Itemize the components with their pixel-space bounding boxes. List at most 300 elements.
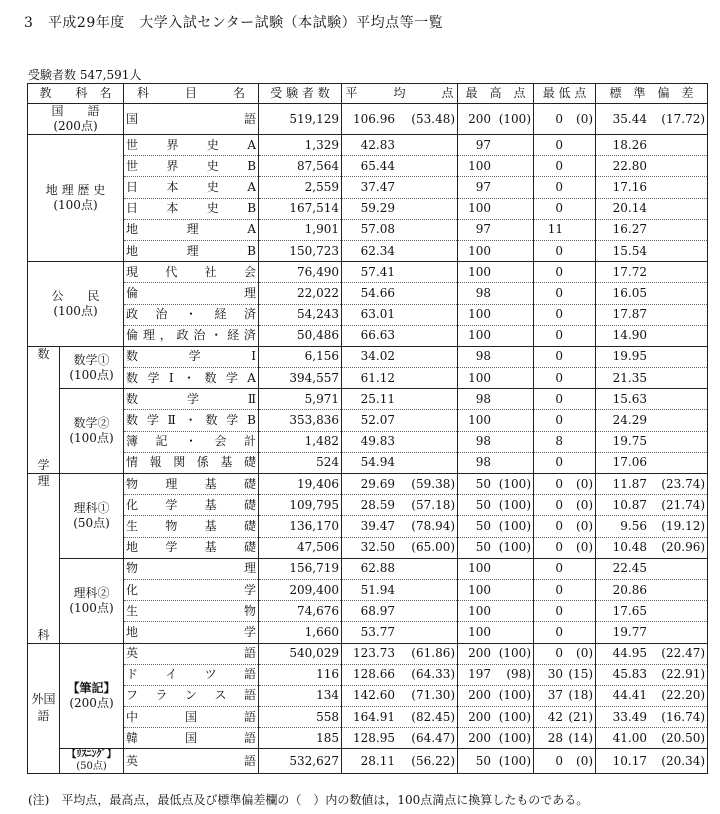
subject-char: 理	[244, 285, 257, 300]
min-cell	[534, 516, 596, 537]
subject-name-text	[126, 623, 256, 642]
average-value: 51.94	[360, 582, 396, 597]
table-row	[28, 516, 708, 537]
sd-converted	[647, 284, 705, 303]
min-converted	[563, 453, 593, 472]
max-cell	[458, 325, 534, 346]
average-value: 62.88	[360, 561, 396, 576]
min-converted	[563, 326, 593, 345]
sd-value: 20.14	[612, 201, 648, 216]
group-cell	[28, 643, 60, 774]
max-converted	[491, 559, 531, 578]
subject-name-text	[126, 729, 256, 748]
header-min: 最 低 点	[534, 84, 596, 104]
max-converted	[491, 136, 531, 155]
group-cell	[28, 474, 60, 644]
min-cell	[534, 368, 596, 389]
table-row	[28, 474, 708, 495]
subject-char: 済	[243, 307, 256, 322]
average-converted: (56.22)	[411, 753, 456, 768]
average-value: 49.83	[360, 434, 396, 449]
subject-name	[124, 749, 259, 774]
max-cell	[458, 410, 534, 431]
max-value: 100	[468, 413, 492, 428]
max-cell	[458, 622, 534, 643]
subject-name-text	[126, 390, 256, 409]
sd-converted: (22.47)	[661, 646, 706, 661]
sd-cell	[596, 325, 708, 346]
average-converted	[395, 581, 455, 600]
average-cell	[342, 495, 458, 516]
table-row	[28, 135, 708, 156]
average-value: 42.83	[360, 137, 396, 152]
average-cell	[342, 558, 458, 579]
min-value: 28	[547, 730, 564, 745]
subject-char: 基	[204, 497, 217, 512]
table-row	[28, 707, 708, 728]
subject-name-text	[126, 411, 256, 430]
sd-converted	[647, 453, 705, 472]
takers-cell: 5,971	[259, 389, 342, 410]
sd-cell	[596, 262, 708, 283]
group-rika1-name: 理科①	[73, 500, 110, 515]
min-converted	[563, 390, 593, 409]
subject-char: フ	[126, 688, 139, 703]
min-cell	[534, 346, 596, 367]
subject-char: 国	[126, 111, 139, 126]
max-value: 100	[468, 624, 492, 639]
subject-char: 学	[165, 497, 178, 512]
table-row	[28, 104, 708, 135]
min-value: 0	[555, 179, 564, 194]
subject-char: 日	[126, 201, 139, 216]
subject-char: 史	[206, 158, 219, 173]
subject-name	[124, 283, 259, 304]
average-converted: (57.18)	[411, 497, 456, 512]
max-value: 50	[475, 497, 492, 512]
takers-cell: 1,660	[259, 622, 342, 643]
max-value: 100	[468, 603, 492, 618]
min-cell	[534, 304, 596, 325]
takers-cell: 2,559	[259, 177, 342, 198]
subject-char: Ⅱ	[167, 413, 176, 428]
max-cell	[458, 219, 534, 240]
subject-name	[124, 728, 259, 749]
subject-name-text	[126, 242, 256, 261]
max-cell	[458, 601, 534, 622]
subject-char: 化	[126, 582, 139, 597]
subject-char: 国	[185, 730, 198, 745]
sd-value: 35.44	[612, 111, 648, 126]
average-converted	[395, 284, 455, 303]
subject-char: 簿	[126, 434, 139, 449]
max-converted: (100)	[498, 111, 532, 126]
max-value: 100	[468, 158, 492, 173]
subject-char: 礎	[244, 476, 257, 491]
subject-name	[124, 452, 259, 473]
subject-char: 本	[166, 179, 179, 194]
subject-char: 語	[243, 730, 256, 745]
min-converted	[563, 432, 593, 451]
sd-cell	[596, 601, 708, 622]
max-cell	[458, 156, 534, 177]
min-converted	[563, 602, 593, 621]
subject-char: 生	[126, 603, 139, 618]
subject-name-text	[126, 602, 256, 621]
subject-name-text	[126, 199, 256, 218]
average-value: 66.63	[360, 328, 396, 343]
group-komin-points: (100点)	[53, 304, 98, 318]
min-converted	[563, 559, 593, 578]
min-value: 0	[555, 264, 564, 279]
group-sugaku1-name: 数学①	[73, 352, 110, 367]
subject-char: 学	[244, 582, 257, 597]
max-cell	[458, 452, 534, 473]
min-cell	[534, 325, 596, 346]
max-value: 200	[468, 730, 492, 745]
takers-cell: 524	[259, 452, 342, 473]
max-cell	[458, 283, 534, 304]
table-row	[28, 537, 708, 558]
max-cell	[458, 304, 534, 325]
table-row	[28, 240, 708, 261]
average-converted	[395, 559, 455, 578]
max-value: 100	[468, 370, 492, 385]
group-cell	[60, 558, 124, 643]
sd-converted	[647, 602, 705, 621]
subject-char: 生	[126, 518, 139, 533]
average-value: 123.73	[353, 646, 396, 661]
subject-char: 理	[142, 328, 155, 343]
min-converted	[563, 157, 593, 176]
subject-name	[124, 389, 259, 410]
subject-name	[124, 664, 259, 685]
average-value: 128.95	[353, 730, 396, 745]
subject-char: A	[247, 370, 256, 385]
min-value: 11	[547, 222, 564, 237]
group-cell	[60, 474, 124, 559]
min-value: 0	[555, 158, 564, 173]
score-table	[27, 83, 708, 774]
subject-name	[124, 177, 259, 198]
min-value: 0	[555, 603, 564, 618]
subject-char: ス	[214, 688, 227, 703]
max-value: 100	[468, 243, 492, 258]
max-converted	[491, 623, 531, 642]
subject-char: 語	[243, 688, 256, 703]
max-cell	[458, 135, 534, 156]
subject-char: ・	[184, 413, 197, 428]
table-row	[28, 389, 708, 410]
average-cell	[342, 410, 458, 431]
subject-name-text	[126, 665, 256, 684]
average-value: 29.69	[360, 476, 396, 491]
group-hikki-points: (200点)	[69, 695, 114, 710]
sd-value: 33.49	[612, 709, 648, 724]
subject-char: 界	[166, 137, 179, 152]
subject-char: ・	[183, 370, 196, 385]
subject-char: 史	[206, 137, 219, 152]
subject-char: 礎	[244, 518, 257, 533]
average-cell	[342, 516, 458, 537]
min-converted: (0)	[576, 753, 594, 768]
takers-cell: 74,676	[259, 601, 342, 622]
max-value: 98	[475, 434, 492, 449]
sd-value: 10.48	[612, 540, 648, 555]
average-converted	[395, 136, 455, 155]
sd-value: 22.45	[612, 561, 648, 576]
sd-value: 19.95	[612, 349, 648, 364]
average-converted	[395, 157, 455, 176]
table-row	[28, 728, 708, 749]
min-cell	[534, 664, 596, 685]
max-value: 100	[468, 201, 492, 216]
subject-char: 現	[126, 264, 139, 279]
max-converted	[491, 284, 531, 303]
subject-name-text	[126, 220, 256, 239]
subject-char: 国	[185, 709, 198, 724]
sd-converted: (19.12)	[661, 518, 706, 533]
group-cell	[28, 104, 124, 135]
subject-name	[124, 707, 259, 728]
subject-char: 中	[126, 709, 139, 724]
min-converted	[563, 347, 593, 366]
subject-char: 物	[126, 561, 139, 576]
sd-cell	[596, 685, 708, 706]
max-value: 97	[475, 222, 492, 237]
max-cell	[458, 262, 534, 283]
subject-name	[124, 104, 259, 135]
min-converted: (15)	[568, 667, 594, 682]
group-cell	[28, 262, 124, 347]
min-value: 0	[555, 413, 564, 428]
max-converted	[491, 326, 531, 345]
group-cell	[60, 749, 124, 774]
takers-cell: 540,029	[259, 643, 342, 664]
min-value: 0	[555, 561, 564, 576]
subject-name-text	[126, 178, 256, 197]
table-row	[28, 198, 708, 219]
average-value: 28.59	[360, 497, 396, 512]
takers-cell: 353,836	[259, 410, 342, 431]
takers-cell: 167,514	[259, 198, 342, 219]
table-row	[28, 156, 708, 177]
takers-cell: 156,719	[259, 558, 342, 579]
min-converted	[563, 178, 593, 197]
average-value: 32.50	[360, 540, 396, 555]
min-converted: (14)	[568, 730, 594, 745]
max-converted: (100)	[498, 646, 532, 661]
subject-char: 世	[126, 158, 139, 173]
average-value: 54.94	[360, 455, 396, 470]
subject-char: 物	[244, 603, 257, 618]
subject-char: ・	[184, 307, 197, 322]
subject-char: 会	[214, 434, 227, 449]
sd-value: 18.26	[612, 137, 648, 152]
subject-char: 代	[165, 264, 178, 279]
sd-value: 17.72	[612, 264, 648, 279]
average-converted	[395, 242, 455, 261]
subject-name-text	[126, 453, 256, 472]
min-converted	[563, 305, 593, 324]
sd-value: 22.80	[612, 158, 648, 173]
sd-converted	[647, 432, 705, 451]
subject-name	[124, 410, 259, 431]
group-cell	[60, 389, 124, 474]
takers-cell: 76,490	[259, 262, 342, 283]
takers-cell: 22,022	[259, 283, 342, 304]
subject-name	[124, 135, 259, 156]
average-converted: (64.33)	[411, 667, 456, 682]
table-row	[28, 495, 708, 516]
min-value: 0	[555, 497, 564, 512]
max-value: 50	[475, 518, 492, 533]
sd-converted	[647, 157, 705, 176]
min-cell	[534, 177, 596, 198]
max-converted: (100)	[498, 540, 532, 555]
sd-value: 17.06	[612, 455, 648, 470]
average-cell	[342, 156, 458, 177]
sd-value: 24.29	[612, 413, 648, 428]
sd-cell	[596, 198, 708, 219]
sd-converted	[647, 390, 705, 409]
min-cell	[534, 474, 596, 495]
subject-name	[124, 304, 259, 325]
table-row	[28, 579, 708, 600]
sd-converted	[647, 581, 705, 600]
min-cell	[534, 135, 596, 156]
sd-cell	[596, 558, 708, 579]
subject-char: 化	[126, 497, 139, 512]
max-value: 97	[475, 179, 492, 194]
max-cell	[458, 474, 534, 495]
max-converted	[491, 220, 531, 239]
sd-converted	[647, 220, 705, 239]
takers-cell: 1,901	[259, 219, 342, 240]
sd-cell	[596, 219, 708, 240]
average-cell	[342, 537, 458, 558]
sd-value: 9.56	[620, 518, 648, 533]
max-value: 100	[468, 264, 492, 279]
sd-value: 19.75	[612, 434, 648, 449]
subject-char: ラ	[155, 688, 168, 703]
group-komin-name: 公 民	[51, 289, 100, 303]
group-rika-bottom: 科	[37, 627, 50, 642]
max-cell	[458, 664, 534, 685]
subject-char: 基	[204, 476, 217, 491]
takers-cell: 47,506	[259, 537, 342, 558]
takers-cell: 109,795	[259, 495, 342, 516]
max-value: 197	[468, 667, 492, 682]
average-converted: (71.30)	[411, 688, 456, 703]
header-row	[28, 84, 708, 104]
subject-name	[124, 262, 259, 283]
subject-name	[124, 495, 259, 516]
average-value: 106.96	[353, 111, 396, 126]
sd-cell	[596, 431, 708, 452]
min-value: 0	[555, 370, 564, 385]
subject-char: 関	[173, 455, 186, 470]
min-cell	[534, 601, 596, 622]
sd-cell	[596, 749, 708, 774]
subject-char: 礎	[243, 455, 256, 470]
average-converted: (78.94)	[411, 518, 456, 533]
total-examinees: 受験者数 547,591人	[28, 68, 142, 82]
min-converted	[563, 369, 593, 388]
max-cell	[458, 368, 534, 389]
group-cell	[28, 135, 124, 262]
max-value: 98	[475, 285, 492, 300]
group-sugaku-top: 数	[37, 346, 50, 361]
subject-char: ド	[126, 667, 139, 682]
average-cell	[342, 104, 458, 135]
subject-char: 地	[126, 243, 139, 258]
sd-converted: (20.96)	[661, 540, 706, 555]
subject-char: 学	[225, 370, 238, 385]
subject-char: 治	[155, 307, 168, 322]
header-takers: 受 験 者 数	[259, 84, 342, 104]
max-cell	[458, 579, 534, 600]
max-value: 200	[468, 646, 492, 661]
subject-char: 数	[205, 413, 218, 428]
table-row	[28, 601, 708, 622]
subject-char: 史	[206, 179, 219, 194]
subject-char: 社	[204, 264, 217, 279]
max-converted	[491, 390, 531, 409]
subject-name	[124, 685, 259, 706]
min-cell	[534, 262, 596, 283]
subject-char: ツ	[204, 667, 217, 682]
subject-char: 史	[206, 201, 219, 216]
min-value: 0	[555, 455, 564, 470]
average-converted	[395, 453, 455, 472]
sd-cell	[596, 643, 708, 664]
min-cell	[534, 579, 596, 600]
min-converted: (0)	[576, 646, 594, 661]
sd-value: 11.87	[612, 476, 648, 491]
min-converted	[563, 263, 593, 282]
subject-name	[124, 601, 259, 622]
max-converted: (100)	[498, 476, 532, 491]
average-value: 65.44	[360, 158, 396, 173]
sd-converted	[647, 178, 705, 197]
subject-name-text	[126, 369, 256, 388]
average-converted	[395, 263, 455, 282]
subject-char: 語	[244, 111, 257, 126]
min-cell	[534, 283, 596, 304]
subject-name-text	[126, 157, 256, 176]
min-cell	[534, 410, 596, 431]
sd-converted	[647, 242, 705, 261]
min-value: 0	[555, 646, 564, 661]
subject-char: Ⅱ	[247, 391, 257, 406]
subject-char: 学	[188, 349, 201, 364]
subject-name	[124, 558, 259, 579]
average-value: 53.77	[360, 624, 396, 639]
average-converted	[395, 220, 455, 239]
max-converted	[491, 432, 531, 451]
subject-char: 会	[244, 264, 257, 279]
max-converted	[491, 263, 531, 282]
max-converted: (100)	[498, 518, 532, 533]
max-value: 200	[468, 111, 492, 126]
max-cell	[458, 198, 534, 219]
sd-cell	[596, 368, 708, 389]
subject-name-text	[126, 686, 256, 705]
subject-char: B	[247, 158, 257, 173]
average-converted	[395, 326, 455, 345]
subject-char: 係	[196, 455, 209, 470]
